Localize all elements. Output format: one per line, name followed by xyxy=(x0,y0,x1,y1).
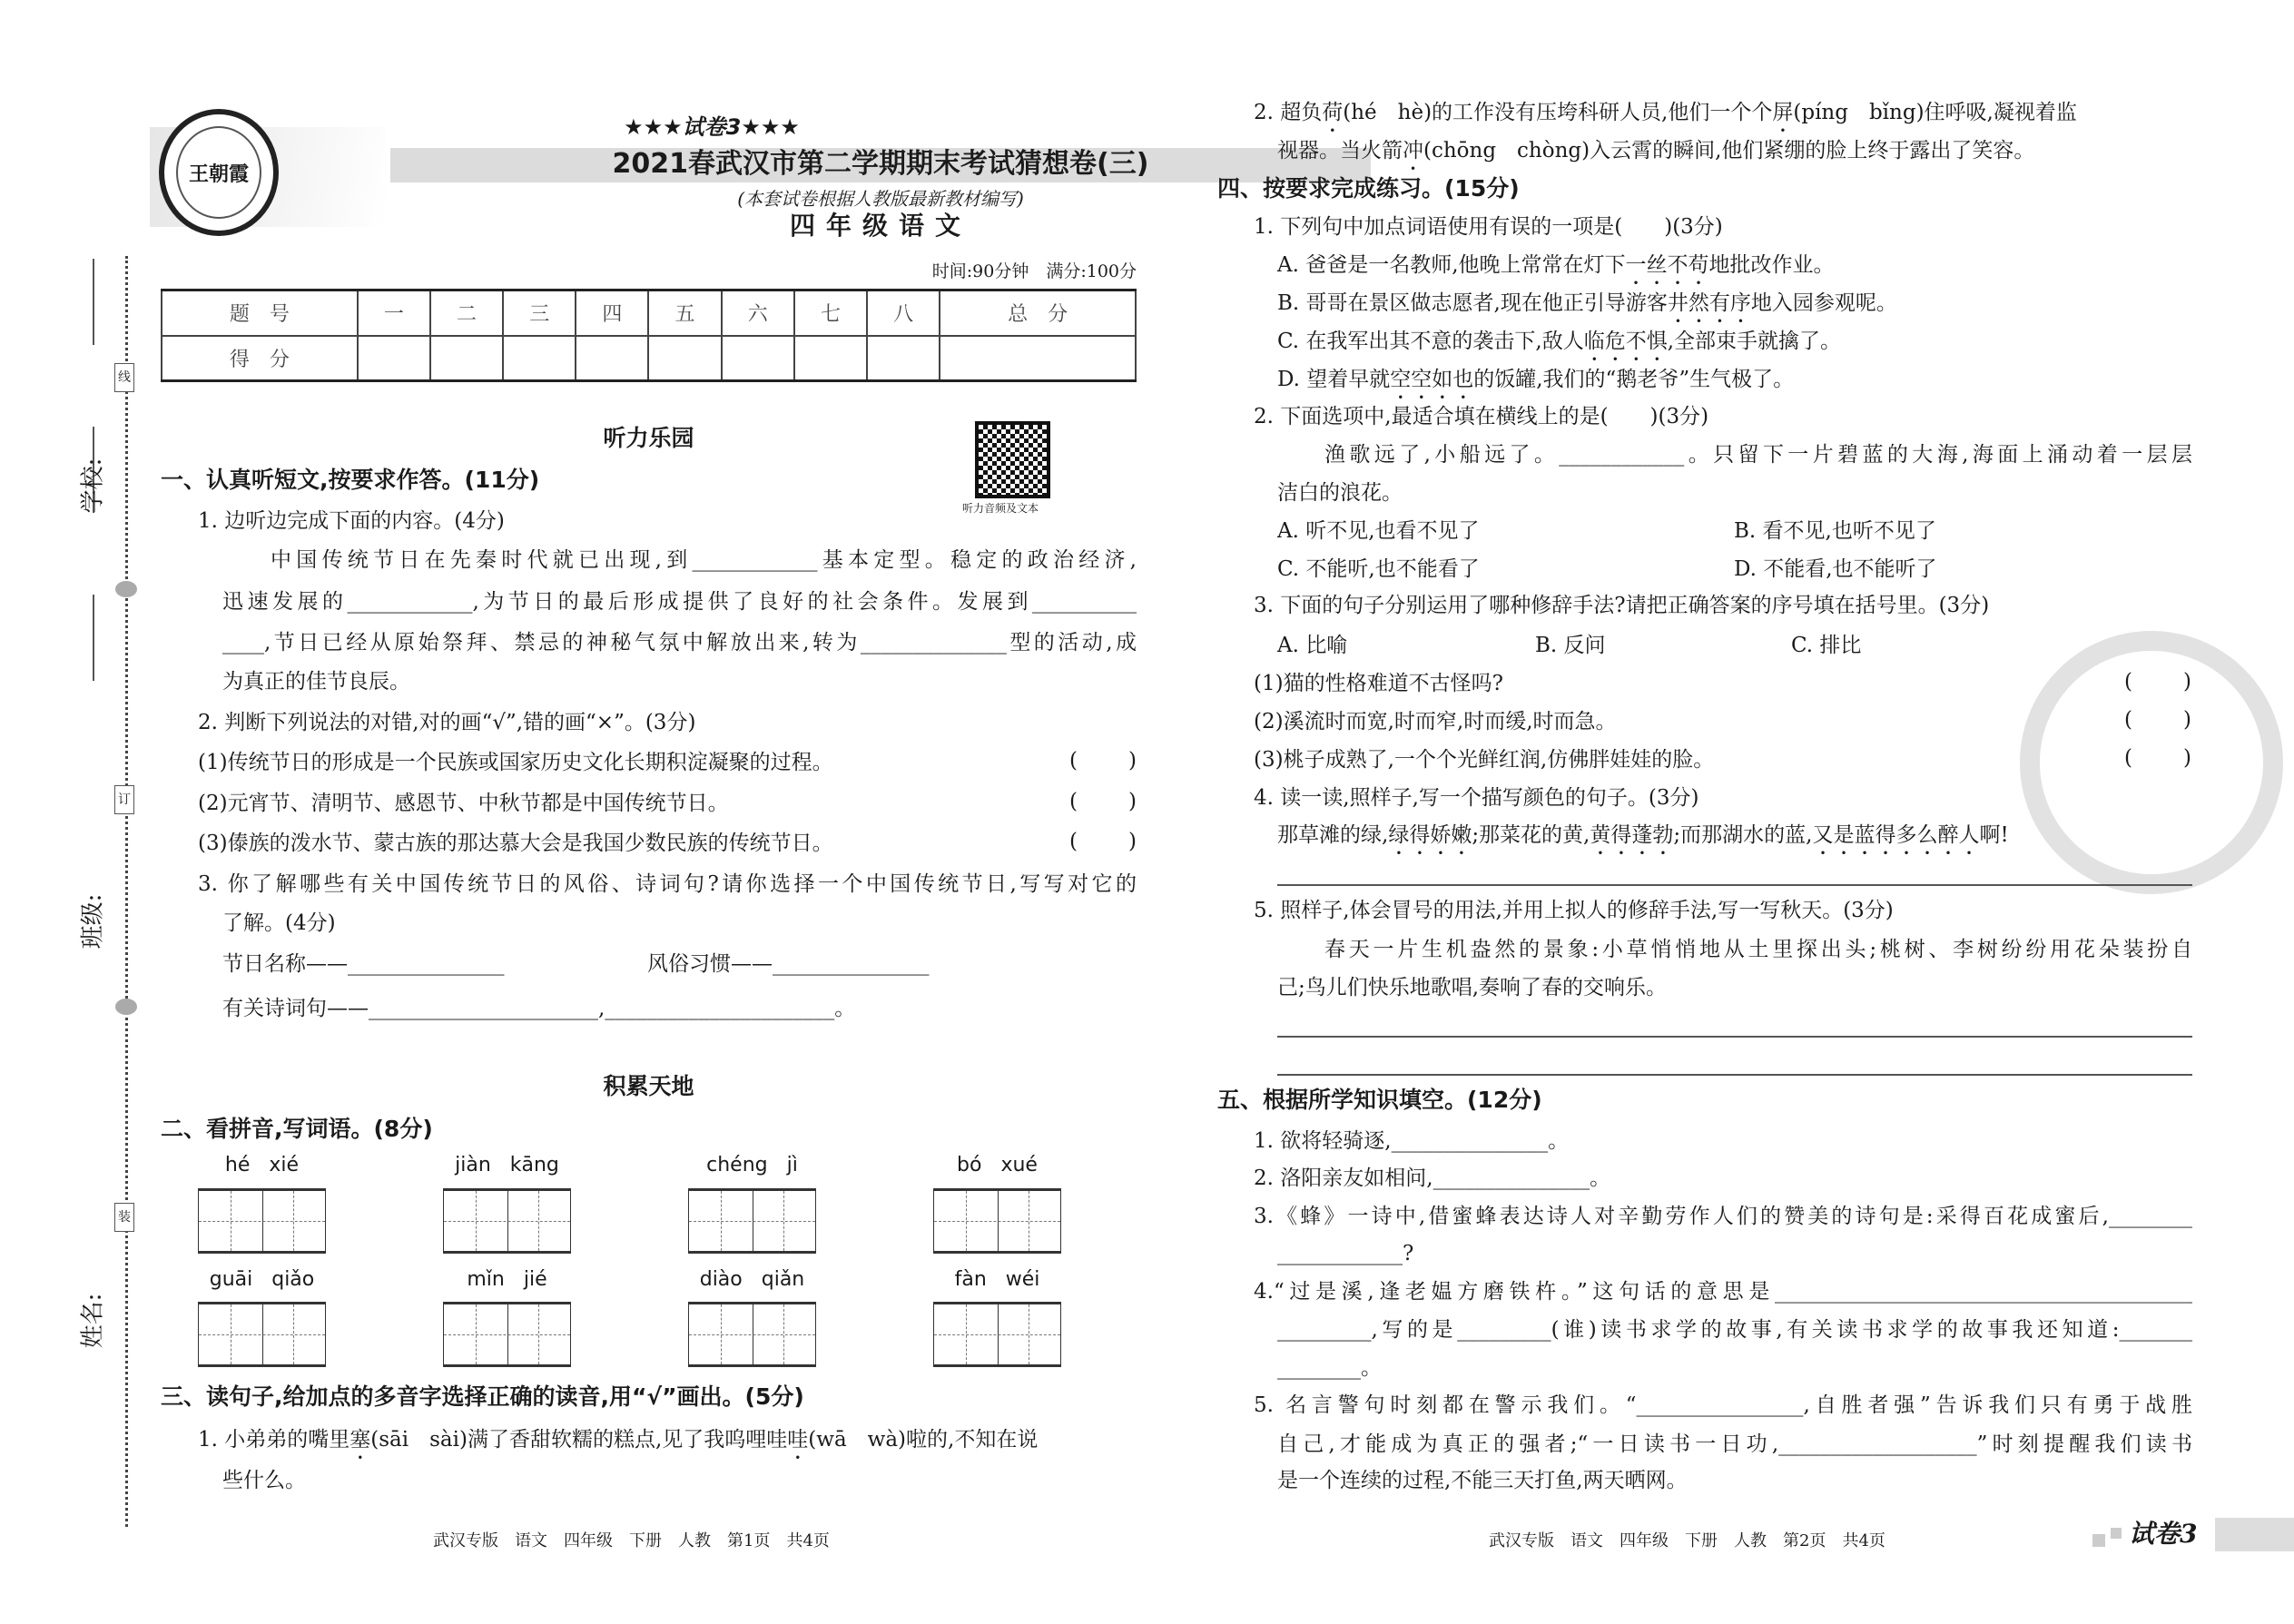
dotted-char: 哇 xyxy=(787,1428,809,1452)
fill-item[interactable]: _________,写的是_________(谁)读书求学的故事,有关读书求学的故事我还知道:_______ xyxy=(1277,1318,2192,1342)
text: (píng bǐng)住呼吸,凝视着监 xyxy=(1793,101,2077,124)
dotted-word: 临危不惧 xyxy=(1583,330,1668,353)
grid-guide xyxy=(199,1221,325,1222)
character-writing-grid[interactable] xyxy=(443,1302,571,1367)
text: 地批改作业。 xyxy=(1708,253,1835,277)
character-writing-grid[interactable] xyxy=(443,1188,571,1254)
fill-item[interactable]: ____________? xyxy=(1277,1242,1414,1265)
fill-item[interactable]: 自己,才能成为真正的强者;“一日读书一日功,___________________”时刻提醒我们读书 xyxy=(1277,1432,2192,1456)
option-d xyxy=(1277,366,1794,404)
name-label: 姓名: xyxy=(79,1293,107,1349)
answer-paren[interactable] xyxy=(1069,790,1137,813)
polyphone-question-cont: 些什么。 xyxy=(222,1469,306,1492)
passage-line: 春天一片生机盎然的景象:小草悄悄地从土里探出头;桃树、李树纷纷用花朵装扮自 xyxy=(1324,938,2192,961)
grid-guide xyxy=(934,1221,1060,1222)
fill-item[interactable]: ________。 xyxy=(1277,1356,1382,1380)
score-input-cell[interactable] xyxy=(940,336,1136,381)
question-text: 3. 你了解哪些有关中国传统节日的风俗、诗词句?请你选择一个中国传统节日,写写对它的 xyxy=(198,872,1137,896)
text: (sāi sài)满了香甜软糯的糕点,见了我呜哩哇 xyxy=(370,1428,788,1452)
character-writing-grid[interactable] xyxy=(198,1302,326,1367)
question-text: 1. 边听边完成下面的内容。(4分) xyxy=(198,509,505,533)
name-field-line[interactable] xyxy=(93,595,94,681)
polyphone-question xyxy=(198,1426,1038,1464)
section-4-heading: 四、按要求完成练习。(15分) xyxy=(1217,175,1520,202)
question-text: 了解。(4分) xyxy=(222,911,336,935)
grade-subject: 四年级语文 xyxy=(789,211,971,241)
option-b: B. 看不见,也听不见了 xyxy=(1734,519,1936,543)
score-input-cell[interactable] xyxy=(503,336,576,381)
school-label: 学校: xyxy=(79,458,107,514)
grid-guide xyxy=(934,1334,1060,1335)
pinyin-label: bó xué xyxy=(957,1154,1038,1176)
table-cell: 六 xyxy=(722,290,794,336)
score-input-cell[interactable] xyxy=(648,336,721,381)
page-footer-left: 武汉专版 语文 四年级 下册 人教 第1页 共4页 xyxy=(433,1531,830,1550)
text: C. 在我军出其不意的袭击下,敌人 xyxy=(1277,330,1584,353)
exam-title: 2021春武汉市第二学期期末考试猜想卷(三) xyxy=(612,148,1149,180)
grid-guide xyxy=(444,1221,570,1222)
fill-item: 是一个连续的过程,不能三天打鱼,两天晒网。 xyxy=(1277,1469,1688,1492)
character-writing-grid[interactable] xyxy=(933,1302,1061,1367)
text: 地入园参观呢。 xyxy=(1750,291,1897,315)
option-b: B. 反问 xyxy=(1535,634,1606,657)
fill-item[interactable]: 5. 名言警句时刻都在警示我们。“________________,自胜者强”告诉我们只有勇于战胜 xyxy=(1254,1393,2192,1417)
passage-line: 为真正的佳节良辰。 xyxy=(222,670,410,694)
paren-open: ( xyxy=(2124,746,2132,770)
text: 的饭罐,我们的“鹅老爷”生气极了。 xyxy=(1473,368,1795,391)
class-label: 班级: xyxy=(79,893,107,950)
passage-line: ____,节日已经从原始祭拜、禁忌的神秘气氛中解放出来,转为______________型的活动,成 xyxy=(222,631,1137,655)
text: ,全部束手就擒了。 xyxy=(1667,330,1842,353)
text: (hé hè)的工作没有压垮科研人员,他们一个个 xyxy=(1343,101,1773,124)
section-5-heading: 五、根据所学知识填空。(12分) xyxy=(1217,1087,1542,1113)
text: (chōng chòng)入云霄的瞬间,他们紧绷的脸上终于露出了笑容。 xyxy=(1423,139,2035,162)
answer-paren[interactable] xyxy=(2124,670,2191,694)
fill-item[interactable]: 1. 欲将轻骑逐,_______________。 xyxy=(1254,1129,1570,1153)
paren-open: ( xyxy=(2124,708,2132,732)
exam-series-label: ★★★试卷3★★★ xyxy=(624,114,800,140)
answer-line[interactable] xyxy=(1277,1036,2192,1038)
passage-line: 迅速发展的____________,为节日的最后形成提供了良好的社会条件。发展到__________ xyxy=(222,590,1137,614)
table-cell: 四 xyxy=(576,290,648,336)
dotted-word: 又是蓝得多么醉人 xyxy=(1812,823,1980,847)
table-row xyxy=(162,336,1136,381)
score-input-cell[interactable] xyxy=(794,336,867,381)
dotted-word: 井然有序 xyxy=(1667,291,1751,315)
dotted-word: 空空如也 xyxy=(1390,368,1474,391)
paren-close: ) xyxy=(2183,708,2191,732)
section-3-heading: 三、读句子,给加点的多音字选择正确的读音,用“√”画出。(5分) xyxy=(161,1383,804,1410)
time-info: 时间:90分钟 满分:100分 xyxy=(931,261,1137,281)
dotted-word: 一丝不苟 xyxy=(1625,253,1709,277)
binding-mark-line: 线 xyxy=(114,363,134,392)
grid-guide xyxy=(199,1334,325,1335)
section-title-listening: 听力乐园 xyxy=(603,425,694,451)
text: 1. 小弟弟的嘴里 xyxy=(198,1428,350,1452)
option-a: A. 比喻 xyxy=(1277,634,1348,657)
paren-open: ( xyxy=(1069,749,1078,773)
option-b xyxy=(1277,290,1897,328)
pinyin-label: diào qiǎn xyxy=(699,1268,805,1291)
paren-open: ( xyxy=(1069,790,1078,813)
paren-open: ( xyxy=(1069,830,1078,853)
poem-field[interactable]: 有关诗词句——______________________,______________________。 xyxy=(222,997,856,1020)
score-input-cell[interactable] xyxy=(576,336,648,381)
score-input-cell[interactable] xyxy=(722,336,794,381)
pinyin-label: guāi qiǎo xyxy=(209,1268,315,1291)
table-cell: 三 xyxy=(503,290,576,336)
option-c: C. 不能听,也不能看了 xyxy=(1277,557,1480,581)
text: 2. 超负 xyxy=(1254,101,1323,124)
polyphone-question-cont xyxy=(1277,137,2034,175)
judge-item: (2)元宵节、清明节、感恩节、中秋节都是中国传统节日。 xyxy=(198,792,729,815)
character-writing-grid[interactable] xyxy=(933,1188,1061,1254)
text: (wā wà)啦的,不知在说 xyxy=(808,1428,1039,1452)
judge-item: (3)傣族的泼水节、蒙古族的那达慕大会是我国少数民族的传统节日。 xyxy=(198,832,833,855)
binding-dotted-line xyxy=(125,256,128,1527)
example-sentence xyxy=(1277,822,2009,860)
binding-mark-bind: 订 xyxy=(114,785,134,814)
pinyin-label: hé xié xyxy=(224,1154,300,1176)
qr-caption: 听力音频及文本 xyxy=(962,502,1039,515)
score-input-cell[interactable] xyxy=(430,336,503,381)
exam-subtitle: (本套试卷根据人教版最新教材编写) xyxy=(737,188,1024,210)
section-1-heading: 一、认真听短文,按要求作答。(11分) xyxy=(161,467,540,493)
question-text: 4. 读一读,照样子,写一个描写颜色的句子。(3分) xyxy=(1254,786,1699,810)
answer-paren[interactable] xyxy=(1069,830,1137,853)
answer-line[interactable] xyxy=(1277,1074,2192,1076)
binding-mark-seal: 装 xyxy=(114,1203,134,1232)
custom-field[interactable]: 风俗习惯——_______________ xyxy=(647,952,930,976)
option-c: C. 排比 xyxy=(1791,634,1862,657)
answer-line[interactable] xyxy=(1277,884,2192,886)
passage-line: 渔歌远了,小船远了。____________。只留下一片碧蓝的大海,海面上涌动着一层层 xyxy=(1324,443,2192,467)
score-table xyxy=(161,289,1137,382)
paren-close: ) xyxy=(1128,749,1137,773)
rhetoric-item: (3)桃子成熟了,一个个光鲜红润,仿佛胖娃娃的脸。 xyxy=(1254,748,1715,772)
table-cell: 题 号 xyxy=(162,290,358,336)
table-cell: 二 xyxy=(430,290,503,336)
dotted-word: 黄得蓬勃 xyxy=(1590,823,1674,847)
fill-item[interactable]: 2. 洛阳亲友如相问,_______________。 xyxy=(1254,1166,1611,1190)
option-a xyxy=(1277,251,1835,290)
pinyin-label: mǐn jié xyxy=(467,1268,547,1291)
grid-guide xyxy=(689,1221,815,1222)
paren-close: ) xyxy=(1128,830,1137,853)
option-c xyxy=(1277,328,1841,366)
answer-paren[interactable] xyxy=(2124,746,2191,770)
passage-line: 洁白的浪花。 xyxy=(1277,481,1403,505)
passage-line: 中国传统节日在先秦时代就已出现,到____________基本定型。稳定的政治经济, xyxy=(271,548,1137,572)
table-cell: 总 分 xyxy=(940,290,1136,336)
question-text: 5. 照样子,体会冒号的用法,并用上拟人的修辞手法,写一写秋天。(3分) xyxy=(1254,899,1894,922)
binding-hole-icon xyxy=(115,581,137,597)
paren-open: ( xyxy=(2124,670,2132,694)
character-writing-grid[interactable] xyxy=(688,1188,816,1254)
dotted-word: 绿得娇嫩 xyxy=(1388,823,1472,847)
page-footer-right: 武汉专版 语文 四年级 下册 人教 第2页 共4页 xyxy=(1489,1531,1885,1550)
text: ;那菜花的黄, xyxy=(1472,823,1590,847)
text: B. 哥哥在景区做志愿者,现在他正引导游客 xyxy=(1277,291,1668,315)
dotted-char: 屏 xyxy=(1772,101,1794,124)
table-cell: 得 分 xyxy=(162,336,358,381)
text: 那草滩的绿, xyxy=(1277,823,1389,847)
tab-decoration xyxy=(2215,1518,2294,1551)
rhetoric-item: (2)溪流时而宽,时而窄,时而缓,时而急。 xyxy=(1254,710,1617,733)
question-text: 2. 判断下列说法的对错,对的画“√”,错的画“×”。(3分) xyxy=(198,711,696,734)
option-d: D. 不能看,也不能听了 xyxy=(1734,557,1937,581)
rhetoric-item: (1)猫的性格难道不古怪吗? xyxy=(1254,672,1503,695)
school-field-line[interactable] xyxy=(93,259,94,345)
fill-item[interactable]: 4.“过是溪,逢老媪方磨铁杵。”这句话的意思是________________________________________ xyxy=(1254,1280,2192,1304)
judge-item: (1)传统节日的形成是一个民族或国家历史文化长期积淀凝聚的过程。 xyxy=(198,751,833,774)
character-writing-grid[interactable] xyxy=(198,1188,326,1254)
exam-number-tab: 试卷3 xyxy=(2129,1519,2198,1549)
pinyin-label: jiàn kāng xyxy=(455,1154,559,1176)
character-writing-grid[interactable] xyxy=(688,1302,816,1367)
text: 啊! xyxy=(1979,823,2009,847)
paren-close: ) xyxy=(1128,790,1137,813)
grid-guide xyxy=(444,1334,570,1335)
score-input-cell[interactable] xyxy=(358,336,430,381)
answer-paren[interactable] xyxy=(1069,749,1137,773)
tab-decoration xyxy=(2092,1534,2105,1547)
question-text: 2. 下面选项中,最适合填在横线上的是( )(3分) xyxy=(1254,405,1709,428)
qr-code-icon[interactable] xyxy=(975,421,1050,498)
passage-line: 己;鸟儿们快乐地歌唱,奏响了春的交响乐。 xyxy=(1277,976,1668,999)
table-cell: 五 xyxy=(648,290,721,336)
table-cell: 八 xyxy=(867,290,940,336)
grid-guide xyxy=(689,1334,815,1335)
section-title-accumulation: 积累天地 xyxy=(603,1073,694,1099)
paren-close: ) xyxy=(2183,746,2191,770)
pinyin-label: chéng jì xyxy=(706,1154,798,1176)
dotted-char: 塞 xyxy=(350,1428,371,1452)
logo-text: 王朝霞 xyxy=(176,126,261,219)
question-text: 1. 下列句中加点词语使用有误的一项是( )(3分) xyxy=(1254,215,1723,239)
score-input-cell[interactable] xyxy=(867,336,940,381)
option-a: A. 听不见,也看不见了 xyxy=(1277,519,1480,543)
pinyin-label: fàn wéi xyxy=(954,1268,1040,1291)
dotted-char: 冲 xyxy=(1403,139,1423,162)
answer-paren[interactable] xyxy=(2124,708,2191,732)
text: ;而那湖水的蓝, xyxy=(1673,823,1813,847)
text: D. 望着早就 xyxy=(1277,368,1391,391)
text: A. 爸爸是一名教师,他晚上常常在灯下 xyxy=(1277,253,1626,277)
fill-item[interactable]: 3.《蜂》一诗中,借蜜蜂表达诗人对辛勤劳作人们的赞美的诗句是:采得百花成蜜后,________ xyxy=(1254,1205,2192,1228)
dotted-char: 荷 xyxy=(1322,101,1344,124)
table-cell: 一 xyxy=(358,290,430,336)
section-2-heading: 二、看拼音,写词语。(8分) xyxy=(161,1116,433,1142)
paren-close: ) xyxy=(2183,670,2191,694)
question-text: 3. 下面的句子分别运用了哪种修辞手法?请把正确答案的序号填在括号里。(3分) xyxy=(1254,594,1990,617)
polyphone-question xyxy=(1254,99,2077,137)
festival-name-field[interactable]: 节日名称——_______________ xyxy=(222,952,505,976)
table-row xyxy=(162,290,1136,336)
tab-decoration xyxy=(2111,1528,2122,1539)
text: 视器。当火箭 xyxy=(1277,139,1403,162)
binding-hole-icon xyxy=(115,999,137,1015)
table-cell: 七 xyxy=(794,290,867,336)
